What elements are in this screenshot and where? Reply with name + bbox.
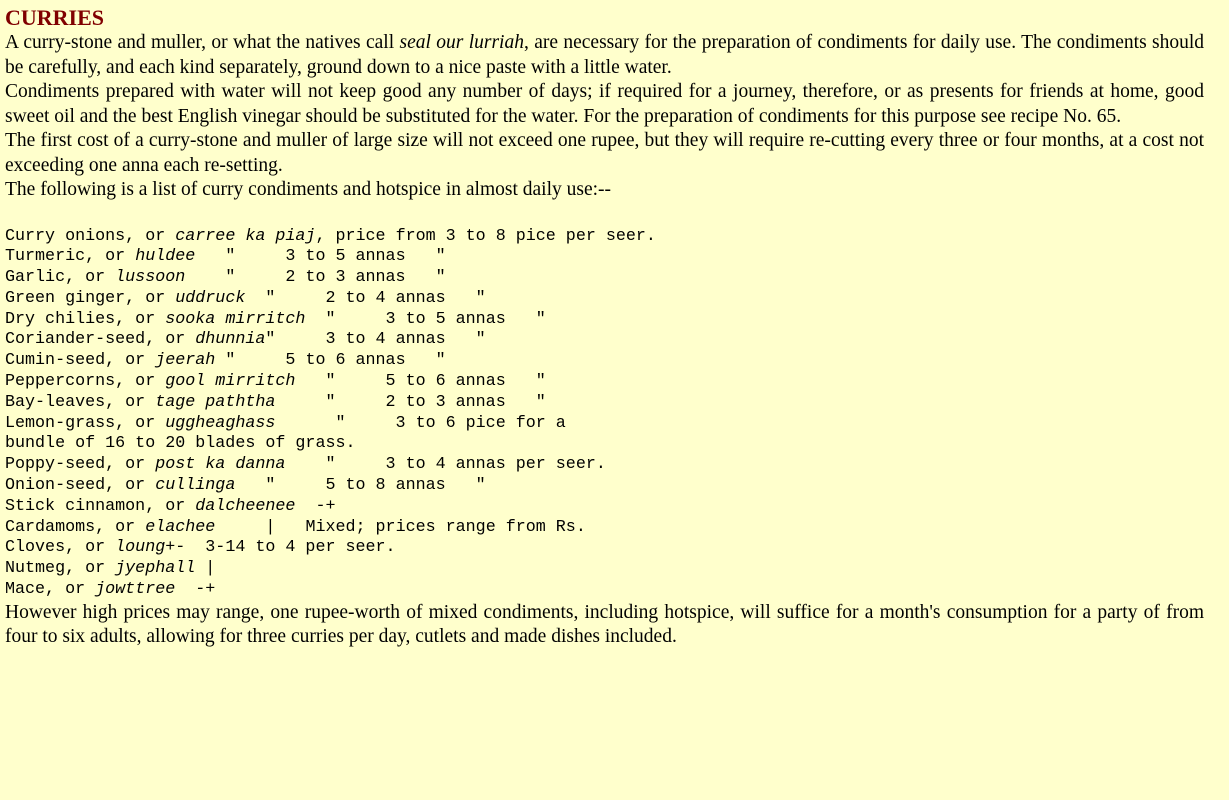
list-item: Curry onions, or carree ka piaj, price from 3 to 8 pice per seer. <box>5 226 656 246</box>
list-item: Cardamoms, or elachee | Mixed; prices range from Rs. <box>5 517 586 537</box>
list-item: Dry chilies, or sooka mirritch " 3 to 5 annas " <box>5 309 546 329</box>
paragraph-condiments-keeping: Condiments prepared with water will not keep good any number of days; if required for a journey, therefore, or as presents for friends at home, good sweet oil and the best English vinegar should be substituted for the water. For the preparation of condiments for this purpose see recipe No. 65. <box>5 81 1204 127</box>
list-item: Bay-leaves, or tage paththa " 2 to 3 annas " <box>5 392 546 412</box>
list-item: Green ginger, or uddruck " 2 to 4 annas " <box>5 288 486 308</box>
paragraph-text: A curry-stone and muller, or what the natives call <box>5 32 400 53</box>
document-page <box>5 0 1204 650</box>
paragraph-curry-stone <box>5 31 1204 80</box>
list-item: Mace, or jowttree -+ <box>5 580 216 600</box>
list-item: Cumin-seed, or jeerah " 5 to 6 annas " <box>5 351 446 371</box>
list-item: Onion-seed, or cullinga " 5 to 8 annas " <box>5 476 486 496</box>
list-item: Peppercorns, or gool mirritch " 5 to 6 annas " <box>5 372 546 392</box>
condiment-list <box>5 227 1204 601</box>
list-item: Nutmeg, or jyephall | <box>5 559 216 579</box>
list-item: bundle of 16 to 20 blades of grass. <box>5 434 356 454</box>
paragraph-consumption: However high prices may range, one rupee-worth of mixed condiments, including hotspice, will suffice for a month's consumption for a party of from four to six adults, allowing for three curries per day, cutlets and made dishes included. <box>5 601 1204 648</box>
paragraph-text: , are necessary for the preparation of condiments for daily use. The condiments should be carefully, and each kind separately, ground down to a nice paste with a little water. <box>5 32 1205 78</box>
paragraph-list-intro: The following is a list of curry condiments and hotspice in almost daily use:-- <box>5 179 612 200</box>
list-item: Stick cinnamon, or dalcheenee -+ <box>5 496 336 516</box>
list-item: Cloves, or loung+- 3-14 to 4 per seer. <box>5 538 396 558</box>
paragraph-stone-cost: The first cost of a curry-stone and muller of large size will not exceed one rupee, but they will require re-cutting every three or four months, at a cost not exceeding one anna each re-setting. <box>5 130 1204 176</box>
list-item: Garlic, or lussoon " 2 to 3 annas " <box>5 268 446 288</box>
list-item: Coriander-seed, or dhunnia" 3 to 4 annas " <box>5 330 486 350</box>
page-title: CURRIES <box>5 5 105 30</box>
native-term: seal our lurriah <box>399 32 524 53</box>
list-item: Turmeric, or huldee " 3 to 5 annas " <box>5 247 446 267</box>
list-item: Poppy-seed, or post ka danna " 3 to 4 annas per seer. <box>5 455 606 475</box>
list-item: Lemon-grass, or uggheaghass " 3 to 6 pice for a <box>5 413 566 433</box>
